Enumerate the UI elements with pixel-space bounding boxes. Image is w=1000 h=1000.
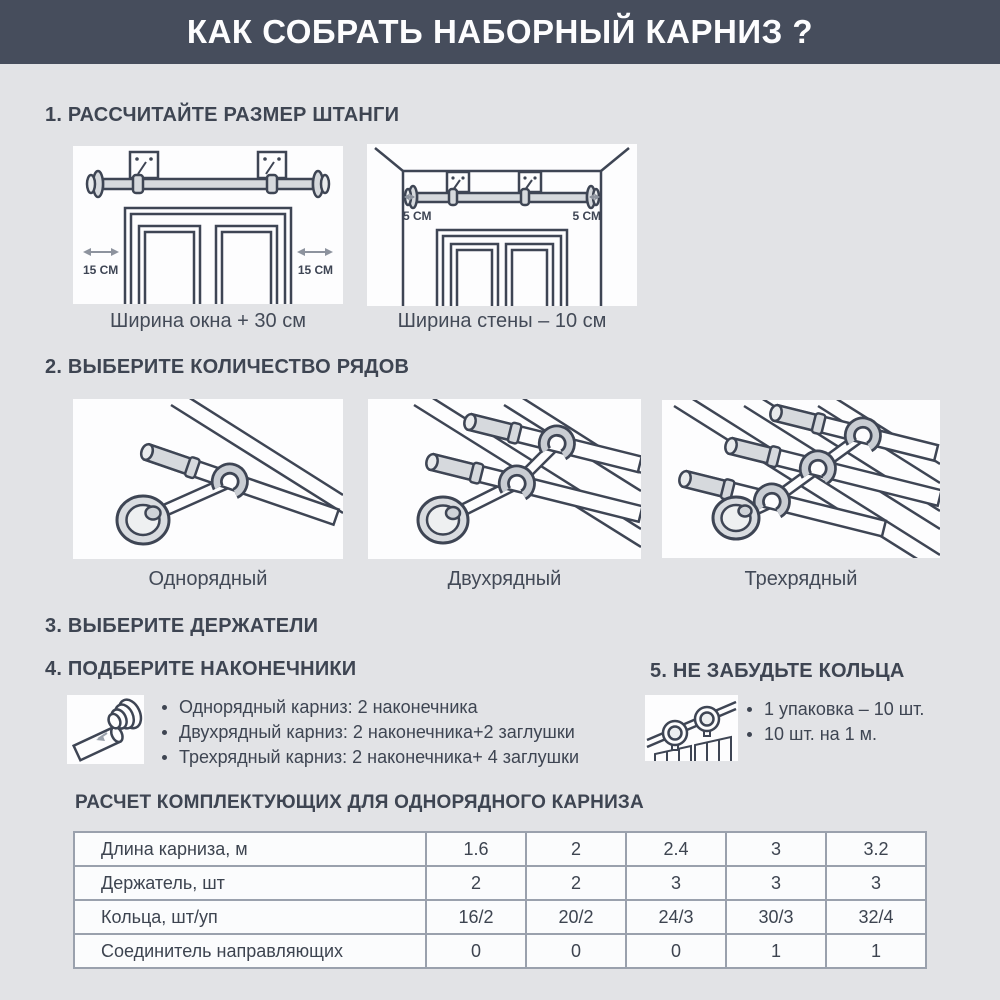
table-row — [74, 934, 926, 968]
wall-fig-caption: Ширина стены – 10 см — [397, 310, 607, 332]
cell: 1 — [726, 934, 826, 968]
cell: 24/3 — [626, 900, 726, 934]
table-row — [74, 832, 926, 866]
triple-row-panel — [662, 400, 940, 558]
window-fig-caption: Ширина окна + 30 см — [110, 310, 306, 332]
cell: 0 — [526, 934, 626, 968]
cell: 0 — [626, 934, 726, 968]
page-title: КАК СОБРАТЬ НАБОРНЫЙ КАРНИЗ ? — [186, 13, 814, 50]
double-row-bracket-diagram — [368, 399, 641, 559]
cell: 3 — [626, 866, 726, 900]
components-table — [73, 831, 927, 969]
left-offset-label: 5 СМ — [403, 209, 432, 223]
cell: 0 — [426, 934, 526, 968]
table-row — [74, 866, 926, 900]
finial-panel — [67, 695, 144, 764]
window-measure-panel — [73, 146, 343, 304]
right-offset-label: 15 СМ — [297, 263, 333, 277]
triple-row-bracket-diagram — [662, 400, 940, 558]
section2-heading: 2. ВЫБЕРИТЕ КОЛИЧЕСТВО РЯДОВ — [45, 356, 410, 378]
finial-icon — [67, 695, 144, 764]
section1-heading: 1. РАССЧИТАЙТЕ РАЗМЕР ШТАНГИ — [45, 104, 400, 126]
double-row-caption: Двухрядный — [447, 568, 562, 590]
cell: 2.4 — [626, 832, 726, 866]
left-offset-label: 15 СМ — [83, 263, 119, 277]
cell: 20/2 — [526, 900, 626, 934]
list-item: Однорядный карниз: 2 наконечника — [160, 695, 579, 720]
triple-row-caption: Трехрядный — [744, 568, 858, 590]
list-item: Двухрядный карниз: 2 наконечника+2 заглушки — [160, 720, 579, 745]
section3-heading: 3. ВЫБЕРИТЕ ДЕРЖАТЕЛИ — [45, 615, 319, 637]
cell: 3 — [826, 866, 926, 900]
wall-measure-panel — [367, 144, 637, 306]
rings-rules-list — [745, 697, 924, 747]
single-row-panel — [73, 399, 343, 559]
finial-rules-list — [160, 695, 579, 770]
cell: 3 — [726, 866, 826, 900]
wall-with-rod-diagram — [367, 144, 637, 306]
cell: 3 — [726, 832, 826, 866]
list-item: Трехрядный карниз: 2 наконечника+ 4 заглушки — [160, 745, 579, 770]
cell: 30/3 — [726, 900, 826, 934]
double-row-panel — [368, 399, 641, 559]
cell: 3.2 — [826, 832, 926, 866]
single-row-bracket-diagram — [73, 399, 343, 559]
window-with-rod-diagram — [73, 146, 343, 304]
row-label: Держатель, шт — [74, 866, 426, 900]
list-item: 1 упаковка – 10 шт. — [745, 697, 924, 722]
list-item: 10 шт. на 1 м. — [745, 722, 924, 747]
cell: 2 — [526, 866, 626, 900]
row-label: Кольца, шт/уп — [74, 900, 426, 934]
rings-panel — [645, 695, 738, 761]
cell: 1 — [826, 934, 926, 968]
right-offset-label: 5 СМ — [572, 209, 601, 223]
row-label: Соединитель направляющих — [74, 934, 426, 968]
header-banner — [0, 0, 1000, 64]
cell: 1.6 — [426, 832, 526, 866]
cell: 2 — [426, 866, 526, 900]
single-row-caption: Однорядный — [148, 568, 268, 590]
cell: 16/2 — [426, 900, 526, 934]
cell: 32/4 — [826, 900, 926, 934]
rings-icon — [645, 695, 738, 761]
cell: 2 — [526, 832, 626, 866]
section5-heading: 5. НЕ ЗАБУДЬТЕ КОЛЬЦА — [650, 660, 905, 682]
table-title: РАСЧЕТ КОМПЛЕКТУЮЩИХ ДЛЯ ОДНОРЯДНОГО КАРНИЗА — [75, 792, 644, 813]
section4-heading: 4. ПОДБЕРИТЕ НАКОНЕЧНИКИ — [45, 658, 357, 680]
table-row — [74, 900, 926, 934]
row-label: Длина карниза, м — [74, 832, 426, 866]
